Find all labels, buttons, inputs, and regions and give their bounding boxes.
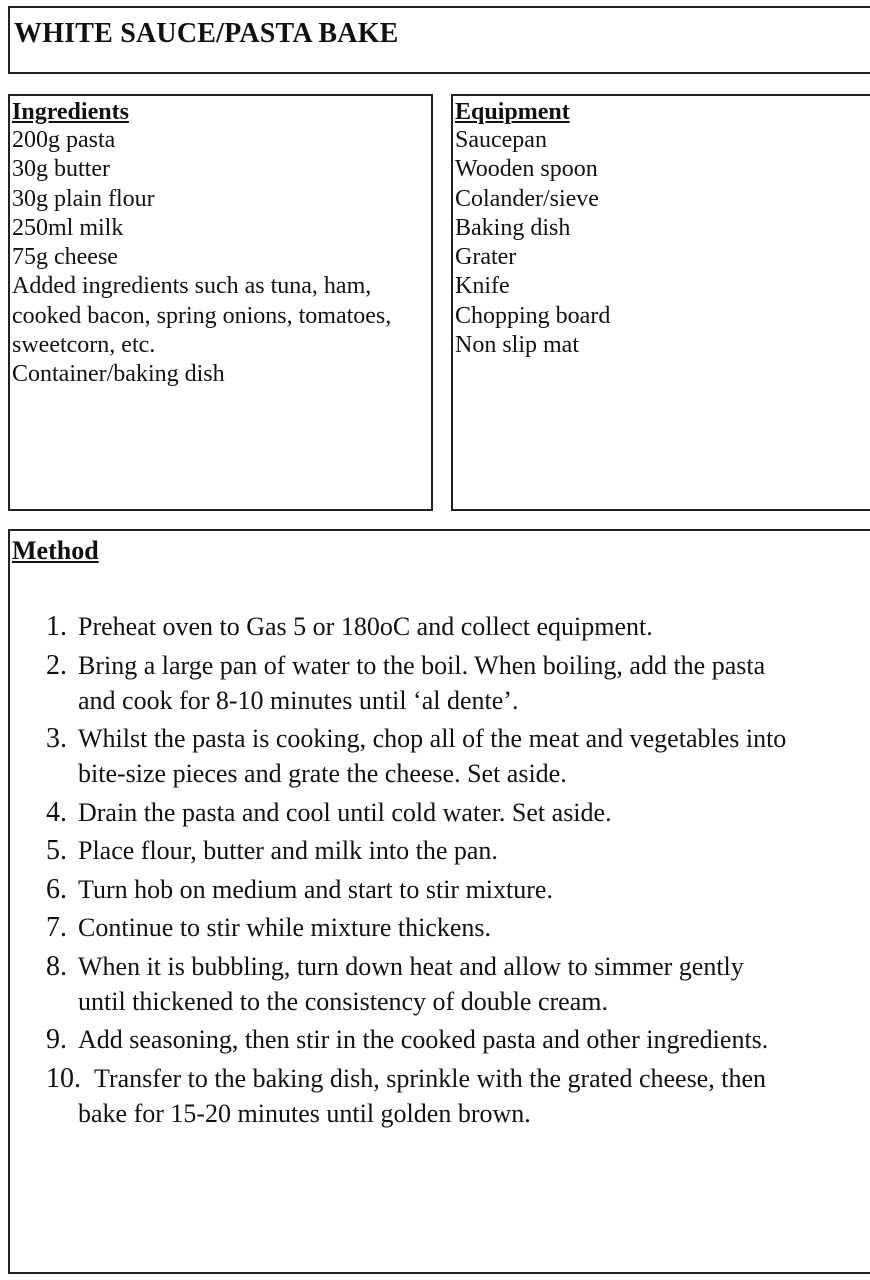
- equipment-item: Colander/sieve: [455, 185, 599, 212]
- method-box: [8, 529, 870, 1274]
- step-text-line: Continue to stir while mixture thickens.: [78, 913, 492, 942]
- method-step: [10, 648, 870, 718]
- equipment-item: Chopping board: [455, 302, 611, 329]
- ingredient-item: Container/baking dish: [12, 361, 225, 388]
- step-number: 3.: [46, 723, 67, 754]
- ingredients-heading: Ingredients: [12, 99, 129, 125]
- method-step: [10, 949, 870, 1019]
- step-number: 9.: [46, 1024, 67, 1055]
- step-number: 2.: [46, 649, 67, 681]
- step-number: 1.: [46, 611, 67, 642]
- step-text-line: Turn hob on medium and start to stir mixture.: [78, 874, 553, 904]
- step-number: 8.: [46, 950, 67, 982]
- page-title: WHITE SAUCE/PASTA BAKE: [14, 18, 399, 49]
- equipment-box: [451, 94, 870, 511]
- equipment-item: Saucepan: [455, 127, 547, 153]
- step-number: 7.: [46, 912, 67, 943]
- ingredient-item: sweetcorn, etc.: [12, 332, 156, 359]
- step-text-line: Bring a large pan of water to the boil. When boiling, add the pasta: [78, 650, 766, 680]
- method-step: [10, 1022, 870, 1057]
- equipment-item: Wooden spoon: [455, 156, 598, 183]
- ingredient-item: 250ml milk: [12, 214, 124, 241]
- ingredient-item: 30g plain flour: [12, 185, 155, 212]
- equipment-item: Knife: [455, 273, 510, 300]
- equipment-item: Non slip mat: [455, 332, 579, 359]
- equipment-item: Baking dish: [455, 214, 571, 241]
- method-step: [10, 721, 870, 791]
- method-step: [10, 795, 870, 830]
- step-number: 6.: [46, 873, 67, 905]
- ingredient-item: 200g pasta: [12, 127, 116, 153]
- ingredients-list: [12, 126, 391, 390]
- equipment-heading: Equipment: [455, 99, 570, 125]
- ingredient-item: 75g cheese: [12, 244, 118, 271]
- ingredient-item: 30g butter: [12, 156, 110, 183]
- step-number: 5.: [46, 835, 67, 866]
- ingredient-item: Added ingredients such as tuna, ham,: [12, 273, 372, 300]
- step-text-line: until thickened to the consistency of double cream.: [78, 986, 608, 1016]
- method-step: [10, 833, 870, 868]
- step-text-line: Whilst the pasta is cooking, chop all of the meat and vegetables into: [78, 724, 787, 753]
- step-text-line: Drain the pasta and cool until cold water. Set aside.: [78, 797, 612, 827]
- method-step: [10, 910, 870, 945]
- ingredients-box: [8, 94, 433, 511]
- equipment-list: [455, 126, 610, 360]
- step-text-line: bite-size pieces and grate the cheese. Set aside.: [78, 759, 567, 788]
- step-text-line: When it is bubbling, turn down heat and allow to simmer gently: [78, 951, 744, 981]
- title-box: [8, 6, 870, 74]
- step-text-line: Add seasoning, then stir in the cooked pasta and other ingredients.: [78, 1025, 769, 1054]
- step-text-line: Preheat oven to Gas 5 or 180oC and collect equipment.: [78, 612, 653, 641]
- method-heading: Method: [12, 536, 99, 565]
- step-text-line: bake for 15-20 minutes until golden brown.: [78, 1098, 531, 1128]
- method-step: [10, 1061, 870, 1131]
- method-step: [10, 872, 870, 907]
- ingredient-item: cooked bacon, spring onions, tomatoes,: [12, 302, 392, 329]
- method-steps-list: [10, 609, 870, 1134]
- step-number: 4.: [46, 796, 67, 828]
- step-text-line: Transfer to the baking dish, sprinkle with the grated cheese, then: [94, 1063, 766, 1093]
- equipment-item: Grater: [455, 244, 517, 271]
- step-text-line: and cook for 8-10 minutes until ‘al dente’.: [78, 685, 519, 715]
- method-step: [10, 609, 870, 644]
- step-number: 10.: [46, 1062, 81, 1094]
- step-text-line: Place flour, butter and milk into the pan.: [78, 836, 498, 865]
